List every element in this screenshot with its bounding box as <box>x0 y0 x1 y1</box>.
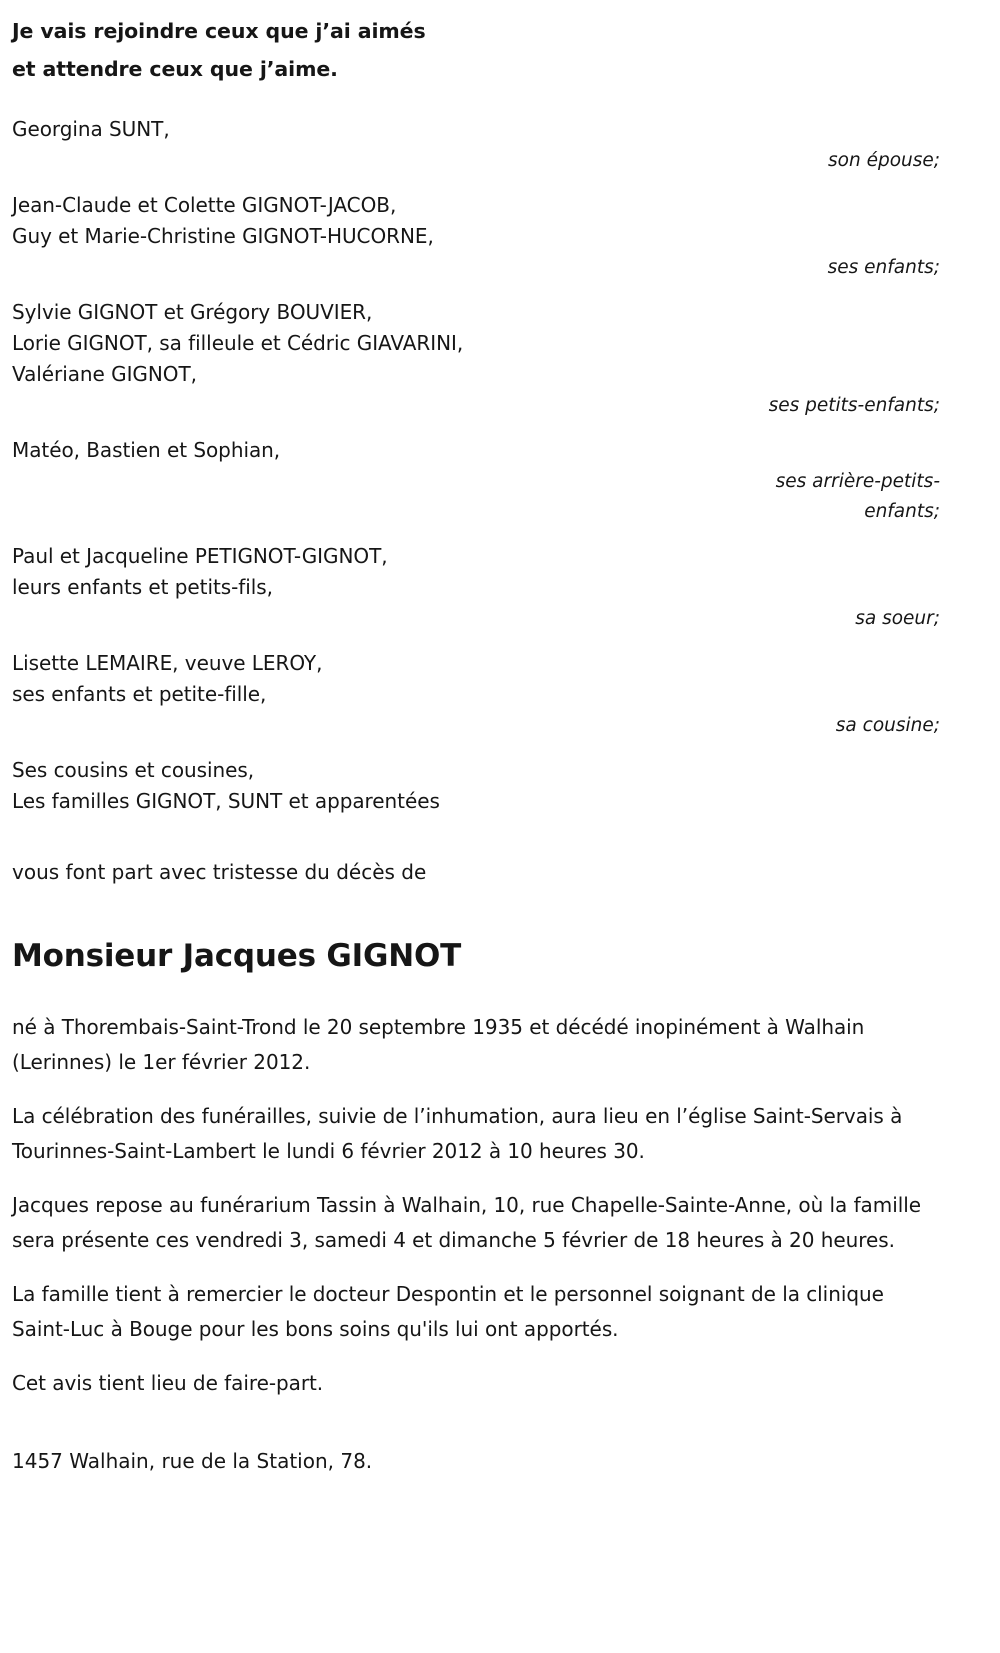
family-name-line: Lisette LEMAIRE, veuve LEROY, <box>12 651 323 675</box>
notice-body <box>12 1010 940 1401</box>
family-name-line: Ses cousins et cousines, <box>12 758 255 782</box>
notice-paragraph: La célébration des funérailles, suivie de l’inhumation, aura lieu en l’église Saint-Servais à Tourinnes-Saint-Lambert le lundi 6 février 2012 à 10 heures 30. <box>12 1104 903 1163</box>
notice-paragraph: Jacques repose au funérarium Tassin à Walhain, 10, rue Chapelle-Sainte-Anne, où la famille sera présente ces vendredi 3, samedi 4 et dimanche 5 février de 18 heures à 20 heures. <box>12 1193 921 1252</box>
deceased-name-heading: Monsieur Jacques GIGNOT <box>12 938 462 974</box>
family-name-line: Paul et Jacqueline PETIGNOT-GIGNOT, <box>12 544 388 568</box>
family-relation-label <box>12 711 940 741</box>
family-name-line: Jean-Claude et Colette GIGNOT-JACOB, <box>12 193 397 217</box>
family-name-line: Guy et Marie-Christine GIGNOT-HUCORNE, <box>12 224 434 248</box>
family-relation-line: son épouse; <box>828 150 940 171</box>
family-name-line: ses enfants et petite-fille, <box>12 682 267 706</box>
family-name-line: Matéo, Bastien et Sophian, <box>12 438 281 462</box>
family-relation-line: enfants; <box>864 501 940 522</box>
family-relation-line: ses enfants; <box>827 257 940 278</box>
family-names <box>12 648 940 710</box>
notice-paragraph: né à Thorembais-Saint-Trond le 20 septembre 1935 et décédé inopinément à Walhain (Lerinnes) le 1er février 2012. <box>12 1015 865 1074</box>
family-name-line: Les familles GIGNOT, SUNT et apparentées <box>12 789 440 813</box>
family-group <box>12 114 940 176</box>
family-names <box>12 190 940 252</box>
family-relation-label <box>12 253 940 283</box>
family-name-line: Lorie GIGNOT, sa filleule et Cédric GIAVARINI, <box>12 331 464 355</box>
family-relation-line: ses petits-enfants; <box>768 395 940 416</box>
family-group <box>12 297 940 421</box>
family-relation-line: sa soeur; <box>855 608 940 629</box>
family-group <box>12 435 940 527</box>
announcement-line: vous font part avec tristesse du décès de <box>12 860 427 884</box>
family-names <box>12 114 940 145</box>
family-group <box>12 190 940 283</box>
family-group <box>12 648 940 741</box>
epigraph <box>12 12 940 88</box>
family-group <box>12 755 940 817</box>
family-relation-line: sa cousine; <box>835 715 940 736</box>
notice-paragraph: La famille tient à remercier le docteur Despontin et le personnel soignant de la clinique Saint-Luc à Bouge pour les bons soins qu'ils lui ont apportés. <box>12 1282 884 1341</box>
family-address: 1457 Walhain, rue de la Station, 78. <box>12 1449 373 1473</box>
family-names <box>12 541 940 603</box>
family-relation-label <box>12 604 940 634</box>
family-relation-line: ses arrière-petits- <box>775 471 940 492</box>
family-relation-label <box>12 391 940 421</box>
notice-paragraph: Cet avis tient lieu de faire-part. <box>12 1371 324 1395</box>
family-relation-label <box>12 467 940 527</box>
family-names <box>12 755 940 817</box>
family-group <box>12 541 940 634</box>
epigraph-line-2: et attendre ceux que j’aime. <box>12 57 338 81</box>
family-name-line: Valériane GIGNOT, <box>12 362 197 386</box>
family-relation-label <box>12 146 940 176</box>
family-name-line: Sylvie GIGNOT et Grégory BOUVIER, <box>12 300 373 324</box>
family-name-line: Georgina SUNT, <box>12 117 170 141</box>
family-names <box>12 297 940 390</box>
epigraph-line-1: Je vais rejoindre ceux que j’ai aimés <box>12 19 426 43</box>
family-name-line: leurs enfants et petits-fils, <box>12 575 273 599</box>
family-list <box>12 114 940 817</box>
family-names <box>12 435 940 466</box>
